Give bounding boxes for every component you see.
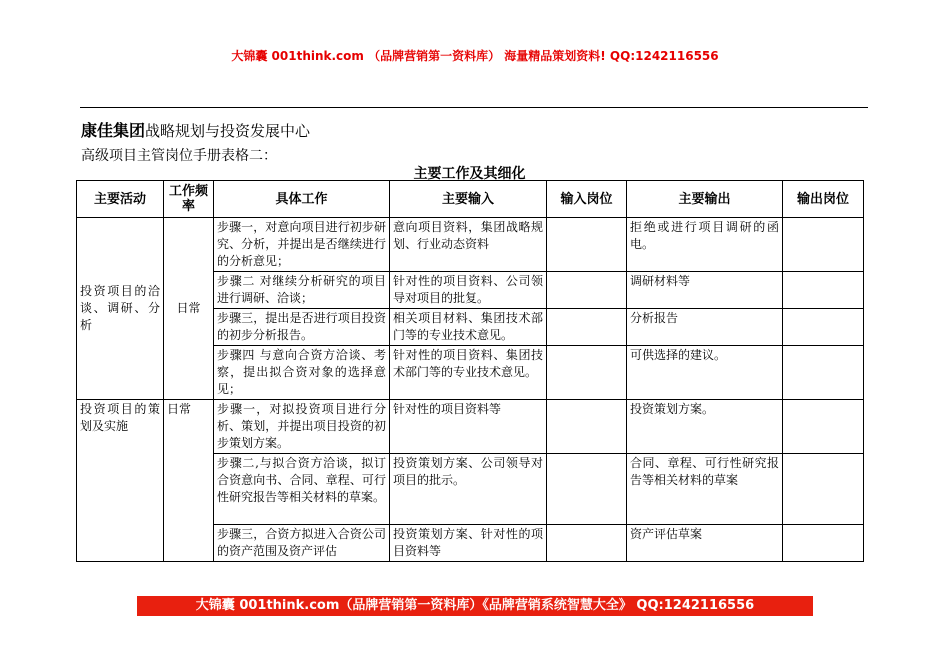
input-cell: 投资策划方案、针对性的项目资料等 xyxy=(390,525,547,562)
work-cell: 步骤四 与意向合资方洽谈、考察，提出拟合资对象的选择意见； xyxy=(214,346,390,400)
bottom-banner: 大锦囊 001think.com（品牌营销第一资料库）《品牌营销系统智慧大全》 QQ:1242116556 xyxy=(137,596,813,616)
work-table xyxy=(76,180,864,562)
output-cell: 分析报告 xyxy=(627,309,783,346)
work-cell: 步骤三，合资方拟进入合资公司的资产范围及资产评估 xyxy=(214,525,390,562)
frequency-cell: 日常 xyxy=(164,400,214,562)
col-header-output-post: 输出岗位 xyxy=(783,181,864,218)
output-post-cell xyxy=(783,272,864,309)
table-row xyxy=(77,218,864,272)
table-row xyxy=(77,400,864,454)
header-rule xyxy=(80,107,868,108)
col-header-input: 主要输入 xyxy=(390,181,547,218)
input-post-cell xyxy=(547,525,627,562)
output-post-cell xyxy=(783,309,864,346)
output-cell: 可供选择的建议。 xyxy=(627,346,783,400)
table-title: 主要工作及其细化 xyxy=(413,166,526,182)
work-cell: 步骤一，对意向项目进行初步研究、分析，并提出是否继续进行的分析意见； xyxy=(214,218,390,272)
output-cell: 调研材料等 xyxy=(627,272,783,309)
org-dept: 战略规划与投资发展中心 xyxy=(145,122,311,140)
table-header-row xyxy=(77,181,864,218)
work-cell: 步骤三，提出是否进行项目投资的初步分析报告。 xyxy=(214,309,390,346)
activity-cell: 投资项目的策划及实施 xyxy=(77,400,164,562)
frequency-cell: 日常 xyxy=(164,218,214,400)
col-header-activity: 主要活动 xyxy=(77,181,164,218)
output-post-cell xyxy=(783,400,864,454)
output-cell: 拒绝或进行项目调研的函电。 xyxy=(627,218,783,272)
input-cell: 针对性的项目资料、公司领导对项目的批复。 xyxy=(390,272,547,309)
input-cell: 针对性的项目资料、集团技术部门等的专业技术意见。 xyxy=(390,346,547,400)
document-subtitle: 高级项目主管岗位手册表格二： xyxy=(81,148,277,164)
output-post-cell xyxy=(783,346,864,400)
output-post-cell xyxy=(783,218,864,272)
output-post-cell xyxy=(783,454,864,525)
top-banner: 大锦囊 001think.com （品牌营销第一资料库） 海量精品策划资料! QQ:1242116556 xyxy=(231,49,719,63)
input-post-cell xyxy=(547,400,627,454)
input-cell: 针对性的项目资料等 xyxy=(390,400,547,454)
org-line xyxy=(81,118,310,141)
input-post-cell xyxy=(547,346,627,400)
org-name: 康佳集团 xyxy=(81,121,146,140)
output-cell: 投资策划方案。 xyxy=(627,400,783,454)
output-cell: 资产评估草案 xyxy=(627,525,783,562)
input-cell: 投资策划方案、公司领导对项目的批示。 xyxy=(390,454,547,525)
col-header-input-post: 输入岗位 xyxy=(547,181,627,218)
output-post-cell xyxy=(783,525,864,562)
input-post-cell xyxy=(547,272,627,309)
output-cell: 合同、章程、可行性研究报告等相关材料的草案 xyxy=(627,454,783,525)
work-cell: 步骤二,与拟合资方洽谈，拟订合资意向书、合同、章程、可行性研究报告等相关材料的草案。 xyxy=(214,454,390,525)
work-cell: 步骤一，对拟投资项目进行分析、策划，并提出项目投资的初步策划方案。 xyxy=(214,400,390,454)
col-header-output: 主要输出 xyxy=(627,181,783,218)
col-header-frequency: 工作频率 xyxy=(164,181,214,218)
input-post-cell xyxy=(547,454,627,525)
input-cell: 意向项目资料，集团战略规划、行业动态资料 xyxy=(390,218,547,272)
col-header-work: 具体工作 xyxy=(214,181,390,218)
input-cell: 相关项目材料、集团技术部门等的专业技术意见。 xyxy=(390,309,547,346)
input-post-cell xyxy=(547,218,627,272)
input-post-cell xyxy=(547,309,627,346)
work-cell: 步骤二 对继续分析研究的项目进行调研、洽谈； xyxy=(214,272,390,309)
activity-cell: 投资项目的洽谈、调研、分析 xyxy=(77,218,164,400)
